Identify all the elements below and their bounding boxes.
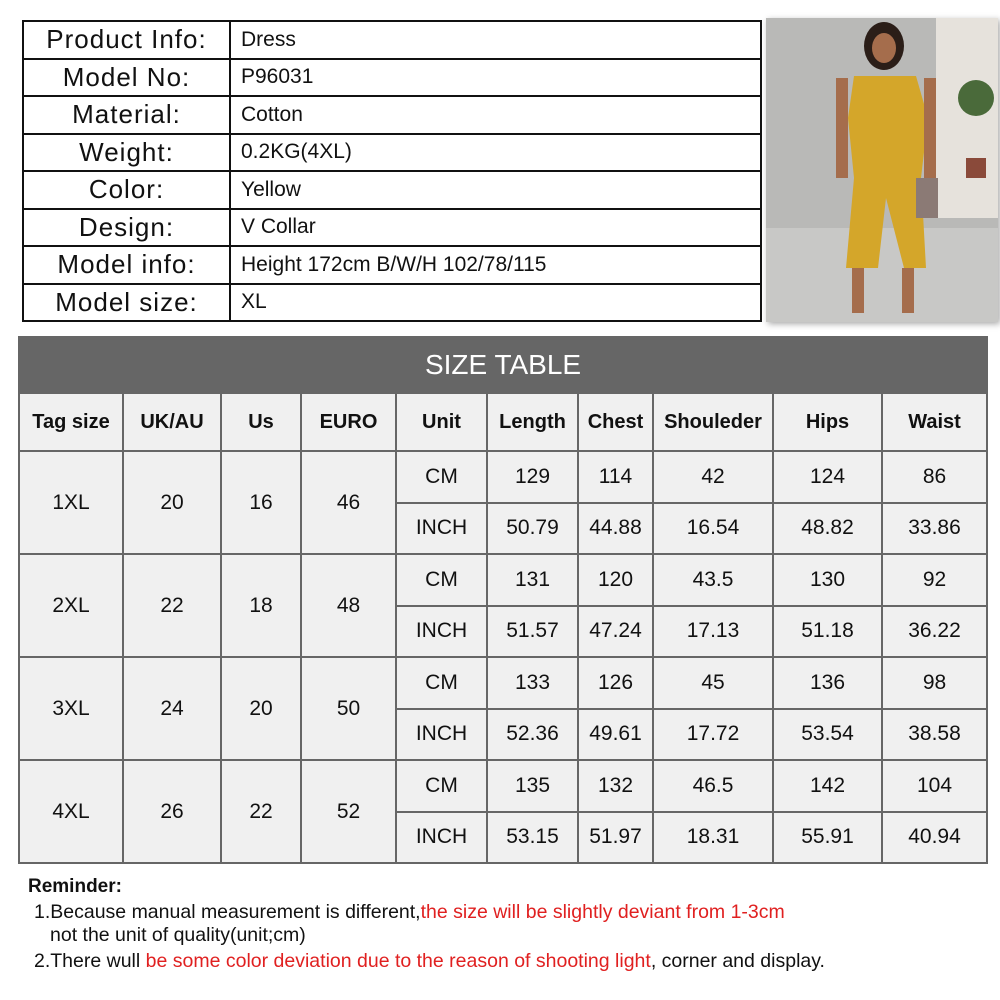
inch-value: 36.22 bbox=[882, 606, 987, 658]
size-uk: 20 bbox=[123, 451, 221, 554]
info-value: V Collar bbox=[230, 209, 761, 247]
inch-value: 49.61 bbox=[578, 709, 653, 761]
info-value: Cotton bbox=[230, 96, 761, 134]
inch-value: 17.13 bbox=[653, 606, 773, 658]
info-row bbox=[23, 209, 761, 247]
size-euro: 52 bbox=[301, 760, 396, 863]
inch-value: 47.24 bbox=[578, 606, 653, 658]
info-label: Design: bbox=[23, 209, 230, 247]
reminder-highlight: the size will be slightly deviant from 1-3cm bbox=[420, 900, 785, 923]
inch-value: 38.58 bbox=[882, 709, 987, 761]
cm-value: 98 bbox=[882, 657, 987, 709]
size-us: 18 bbox=[221, 554, 301, 657]
column-header: Unit bbox=[396, 393, 487, 451]
info-value: Height 172cm B/W/H 102/78/115 bbox=[230, 246, 761, 284]
inch-value: 16.54 bbox=[653, 503, 773, 555]
column-header: Length bbox=[487, 393, 578, 451]
inch-value: INCH bbox=[396, 709, 487, 761]
size-header-row bbox=[19, 393, 987, 451]
reminder-line-3 bbox=[28, 949, 825, 975]
inch-value: 44.88 bbox=[578, 503, 653, 555]
cm-value: 120 bbox=[578, 554, 653, 606]
reminder bbox=[28, 874, 825, 974]
info-value: P96031 bbox=[230, 59, 761, 97]
info-row bbox=[23, 246, 761, 284]
inch-value: 51.97 bbox=[578, 812, 653, 864]
reminder-line-1 bbox=[28, 900, 825, 926]
cm-value: 45 bbox=[653, 657, 773, 709]
cm-value: 129 bbox=[487, 451, 578, 503]
info-value: Dress bbox=[230, 21, 761, 59]
column-header: Hips bbox=[773, 393, 882, 451]
inch-value: 53.54 bbox=[773, 709, 882, 761]
info-label: Weight: bbox=[23, 134, 230, 172]
info-label: Model info: bbox=[23, 246, 230, 284]
info-label: Color: bbox=[23, 171, 230, 209]
reminder-text: , corner and display. bbox=[650, 949, 825, 972]
size-table bbox=[18, 336, 988, 864]
size-uk: 26 bbox=[123, 760, 221, 863]
inch-value: 17.72 bbox=[653, 709, 773, 761]
reminder-text: 1.Because manual measurement is different, bbox=[34, 900, 421, 923]
info-label: Model No: bbox=[23, 59, 230, 97]
size-us: 16 bbox=[221, 451, 301, 554]
cm-value: CM bbox=[396, 657, 487, 709]
column-header: UK/AU bbox=[123, 393, 221, 451]
reminder-line-2: not the unit of quality(unit;cm) bbox=[50, 924, 306, 946]
info-row bbox=[23, 284, 761, 322]
info-row bbox=[23, 21, 761, 59]
inch-value: INCH bbox=[396, 812, 487, 864]
product-info-table bbox=[22, 20, 762, 322]
cm-value: 126 bbox=[578, 657, 653, 709]
model-photo bbox=[766, 18, 998, 322]
size-euro: 46 bbox=[301, 451, 396, 554]
size-tag: 4XL bbox=[19, 760, 123, 863]
reminder-text: 2.There wull bbox=[34, 949, 146, 972]
reminder-highlight: be some color deviation due to the reason of shooting light bbox=[145, 949, 651, 972]
info-row bbox=[23, 96, 761, 134]
cm-value: 42 bbox=[653, 451, 773, 503]
cm-value: 114 bbox=[578, 451, 653, 503]
size-euro: 48 bbox=[301, 554, 396, 657]
size-tag: 3XL bbox=[19, 657, 123, 760]
info-row bbox=[23, 171, 761, 209]
column-header: Us bbox=[221, 393, 301, 451]
info-label: Model size: bbox=[23, 284, 230, 322]
cm-value: CM bbox=[396, 554, 487, 606]
info-value: 0.2KG(4XL) bbox=[230, 134, 761, 172]
size-row bbox=[19, 451, 987, 503]
info-value: Yellow bbox=[230, 171, 761, 209]
cm-value: 135 bbox=[487, 760, 578, 812]
inch-value: 52.36 bbox=[487, 709, 578, 761]
size-uk: 22 bbox=[123, 554, 221, 657]
inch-value: 50.79 bbox=[487, 503, 578, 555]
info-label: Material: bbox=[23, 96, 230, 134]
inch-value: 40.94 bbox=[882, 812, 987, 864]
inch-value: 55.91 bbox=[773, 812, 882, 864]
size-tag: 1XL bbox=[19, 451, 123, 554]
cm-value: 46.5 bbox=[653, 760, 773, 812]
inch-value: 33.86 bbox=[882, 503, 987, 555]
cm-value: 86 bbox=[882, 451, 987, 503]
cm-value: CM bbox=[396, 451, 487, 503]
cm-value: 130 bbox=[773, 554, 882, 606]
inch-value: 51.57 bbox=[487, 606, 578, 658]
size-row bbox=[19, 760, 987, 812]
size-row bbox=[19, 657, 987, 709]
info-label: Product Info: bbox=[23, 21, 230, 59]
inch-value: INCH bbox=[396, 606, 487, 658]
info-row bbox=[23, 59, 761, 97]
size-row bbox=[19, 554, 987, 606]
column-header: Waist bbox=[882, 393, 987, 451]
size-us: 22 bbox=[221, 760, 301, 863]
column-header: Chest bbox=[578, 393, 653, 451]
cm-value: 124 bbox=[773, 451, 882, 503]
column-header: Shouleder bbox=[653, 393, 773, 451]
inch-value: 48.82 bbox=[773, 503, 882, 555]
cm-value: 133 bbox=[487, 657, 578, 709]
inch-value: INCH bbox=[396, 503, 487, 555]
inch-value: 51.18 bbox=[773, 606, 882, 658]
cm-value: 92 bbox=[882, 554, 987, 606]
cm-value: 136 bbox=[773, 657, 882, 709]
cm-value: 142 bbox=[773, 760, 882, 812]
size-uk: 24 bbox=[123, 657, 221, 760]
cm-value: 132 bbox=[578, 760, 653, 812]
inch-value: 18.31 bbox=[653, 812, 773, 864]
reminder-title: Reminder: bbox=[28, 876, 122, 897]
column-header: EURO bbox=[301, 393, 396, 451]
size-us: 20 bbox=[221, 657, 301, 760]
cm-value: 43.5 bbox=[653, 554, 773, 606]
cm-value: 104 bbox=[882, 760, 987, 812]
size-table-title: SIZE TABLE bbox=[19, 337, 987, 393]
cm-value: 131 bbox=[487, 554, 578, 606]
size-tag: 2XL bbox=[19, 554, 123, 657]
info-row bbox=[23, 134, 761, 172]
column-header: Tag size bbox=[19, 393, 123, 451]
cm-value: CM bbox=[396, 760, 487, 812]
info-value: XL bbox=[230, 284, 761, 322]
size-euro: 50 bbox=[301, 657, 396, 760]
inch-value: 53.15 bbox=[487, 812, 578, 864]
